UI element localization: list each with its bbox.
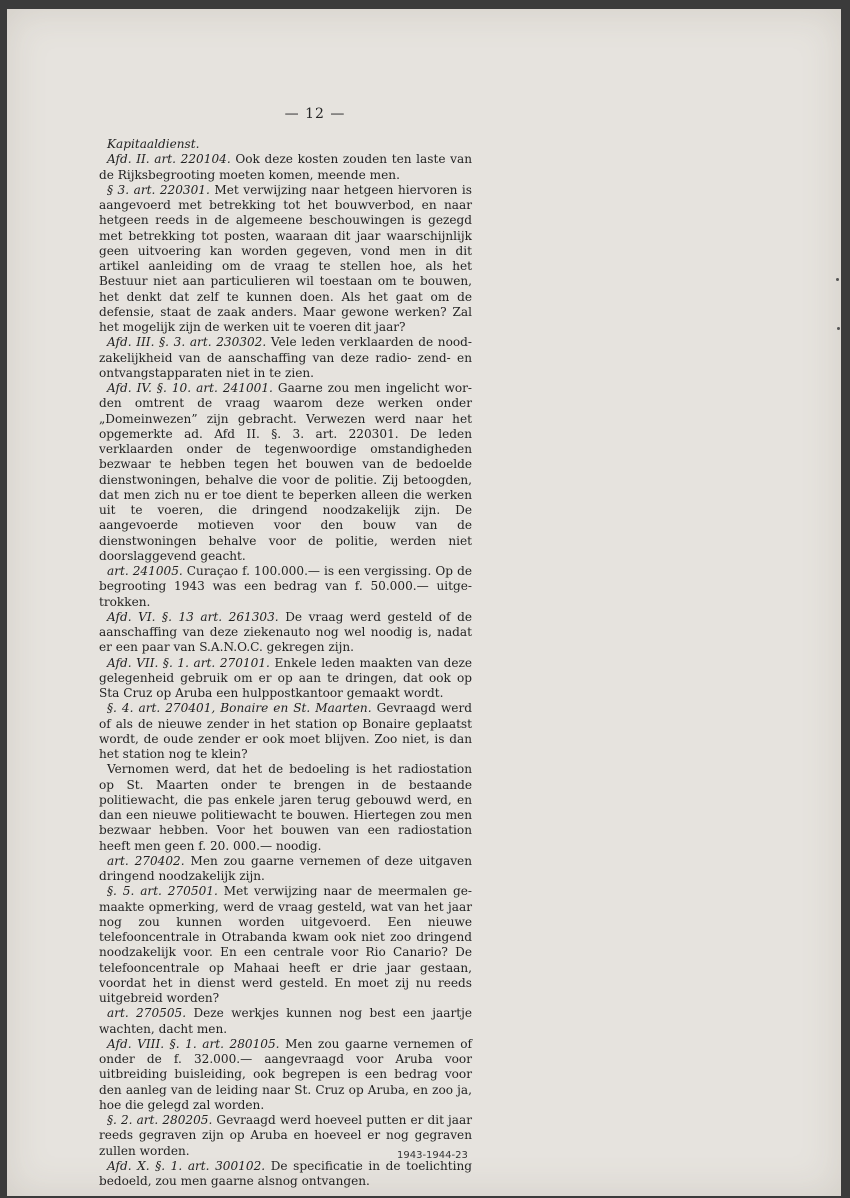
article-reference: Afd. VI. §. 13 art. 261303.	[107, 609, 279, 624]
paragraph	[99, 564, 472, 610]
article-reference: Afd. III. §. 3. art. 230302.	[107, 335, 267, 350]
paragraph	[99, 381, 472, 564]
paragraph	[99, 152, 472, 183]
paragraph-text: Men zou gaarne vernemen of deze uitgaven dringend noodzakelijk zijn.	[99, 853, 472, 883]
paragraph-text: Curaçao f. 100.000.— is een vergissing. Op de begrooting 1943 was een bedrag van f. 50.000.— uitgetrokken.	[99, 564, 472, 609]
paragraph-text: Gevraagd werd of als de nieuwe zender in het station op Bonaire geplaatst wordt, de oude zender er ook moet blijven. Zoo niet, is dan het station nog te klein?	[99, 701, 472, 761]
article-reference: §. 4. art. 270401, Bonaire en St. Maarten.	[107, 701, 372, 716]
footer-document-code: 1943-1944-23	[397, 1150, 468, 1161]
paragraph-text: De vraag werd gesteld of de aanschaffing van deze ziekenauto nog wel noodig is, nadat er een paar van S.A.N.O.C. gekregen zijn.	[99, 609, 472, 655]
article-reference: § 3. art. 220301.	[107, 182, 210, 197]
paragraph	[99, 335, 472, 381]
paragraph	[99, 1037, 472, 1113]
paragraph-text: Ook deze kosten zouden ten laste van de Rijksbegrooting moeten komen, meende men.	[99, 152, 472, 182]
paragraph-text: Gevraagd werd hoeveel putten er dit jaar reeds gegraven zijn op Aruba en hoeveel er nog gegraven zullen worden.	[99, 1113, 473, 1158]
paragraph-text: Met verwijzing naar de meermalen gemaakte opmerking, werd de vraag gesteld, wat van het jaar nog zou kunnen worden uitgevoerd. Een nieuwe telefooncentrale in Otrabanda kwam ook niet zoo dringend noodzakelijk voor. En een centrale voor Rio Canario? De telefooncentrale op Mahaai heeft er drie jaar gestaan, voordat het in dienst werd gesteld. En moet zij nu reeds uitgebreid worden?	[99, 884, 472, 1005]
paragraph	[99, 884, 472, 1006]
paragraph-text: Enkele leden maakten van deze gelegenheid gebruik om er op aan te dringen, dat ook op Sta Cruz op Aruba een hulppostkantoor gemaakt wordt.	[99, 655, 473, 700]
article-reference: Afd. II. art. 220104.	[107, 152, 231, 167]
margin-mark	[837, 327, 840, 330]
paragraph	[99, 854, 472, 885]
paragraph-text: De specificatie in de toelichting bedoeld, zou men gaarne alsnog ontvangen.	[99, 1158, 472, 1188]
paragraph	[99, 183, 472, 336]
paragraph	[99, 610, 472, 656]
article-reference: art. 241005.	[107, 564, 183, 578]
article-reference: Afd. X. §. 1. art. 300102.	[107, 1158, 266, 1173]
paragraph	[99, 1006, 472, 1037]
article-reference: Afd. IV. §. 10. art. 241001.	[107, 381, 273, 395]
body-text	[99, 137, 472, 1189]
article-reference: §. 2. art. 280205.	[107, 1113, 213, 1127]
paragraph-text: Gaarne zou men ingelicht worden omtrent de vraag waarom deze werken onder „Domeinwezen” zijn gebracht. Verwezen werd naar het opgemerkte ad. Afd II. §. 3. art. 220301. De leden verklaarden onder de tegenwoordige omstandigheden bezwaar te hebben tegen het bouwen van de bedoelde dienstwoningen, behalve die voor de politie. Zij betoogden, dat men zich nu er toe dient te beperken alleen die werken uit te voeren, die dringend noodzakelijk zijn. De aangevoerde motieven voor den bouw van de dienstwoningen behalve voor de politie, werden niet doorslaggevend geacht.	[99, 381, 473, 563]
article-reference: §. 5. art. 270501.	[107, 884, 218, 899]
paragraph-text: Deze werkjes kunnen nog best een jaartje wachten, dacht men.	[99, 1006, 472, 1036]
page-number: — 12 —	[284, 106, 346, 122]
paragraph-text: Met verwijzing naar hetgeen hiervoren is aangevoerd met betrekking tot het bouwverbod, en naar hetgeen reeds in de algemeene beschouwingen is gezegd met betrekking tot posten, waaraan dit jaar waarschijnlijk geen uitvoering kan worden gegeven, vond men in dit artikel aanleiding om de vraag te stellen hoe, als het Bestuur niet aan particulieren wil toestaan om te bouwen, het denkt dat zelf te kunnen doen. Als het gaat om de defensie, staat de zaak anders. Maar gewone werken? Zal het mogelijk zijn de werken uit te voeren dit jaar?	[99, 182, 472, 334]
article-reference: Afd. VII. §. 1. art. 270101.	[107, 655, 270, 670]
paragraph-text: Vele leden verklaarden de noodzakelijkheid van de aanschaffing van deze radio- zend- en ontvangstapparaten niet in te zien.	[99, 335, 472, 380]
paragraph	[99, 762, 472, 854]
paragraph-text: Vernomen werd, dat het de bedoeling is het radiostation op St. Maarten onder te brengen in de bestaande politiewacht, die pas enkele jaren terug gebouwd werd, en dan een nieuwe politiewacht te bouwen. Hiertegen zou men bezwaar hebben. Voor het bouwen van een radiostation heeft men geen f. 20. 000.— noodig.	[99, 762, 472, 853]
paragraph-text: Men zou gaarne vernemen of onder de f. 32.000.— aangevraagd voor Aruba voor uitbreiding buisleiding, ook begrepen is een bedrag voor den aanleg van de leiding naar St. Cruz op Aruba, en zoo ja, hoe die gelegd zal worden.	[99, 1036, 472, 1112]
paragraph	[99, 1159, 472, 1190]
article-reference: Afd. VIII. §. 1. art. 280105.	[107, 1036, 280, 1051]
paragraph	[99, 701, 472, 762]
document-page	[7, 9, 841, 1196]
margin-mark	[836, 278, 839, 281]
paragraph	[99, 656, 472, 702]
article-reference: art. 270505.	[107, 1006, 187, 1021]
article-reference: art. 270402.	[107, 853, 185, 868]
section-heading: Kapitaaldienst.	[107, 137, 200, 151]
